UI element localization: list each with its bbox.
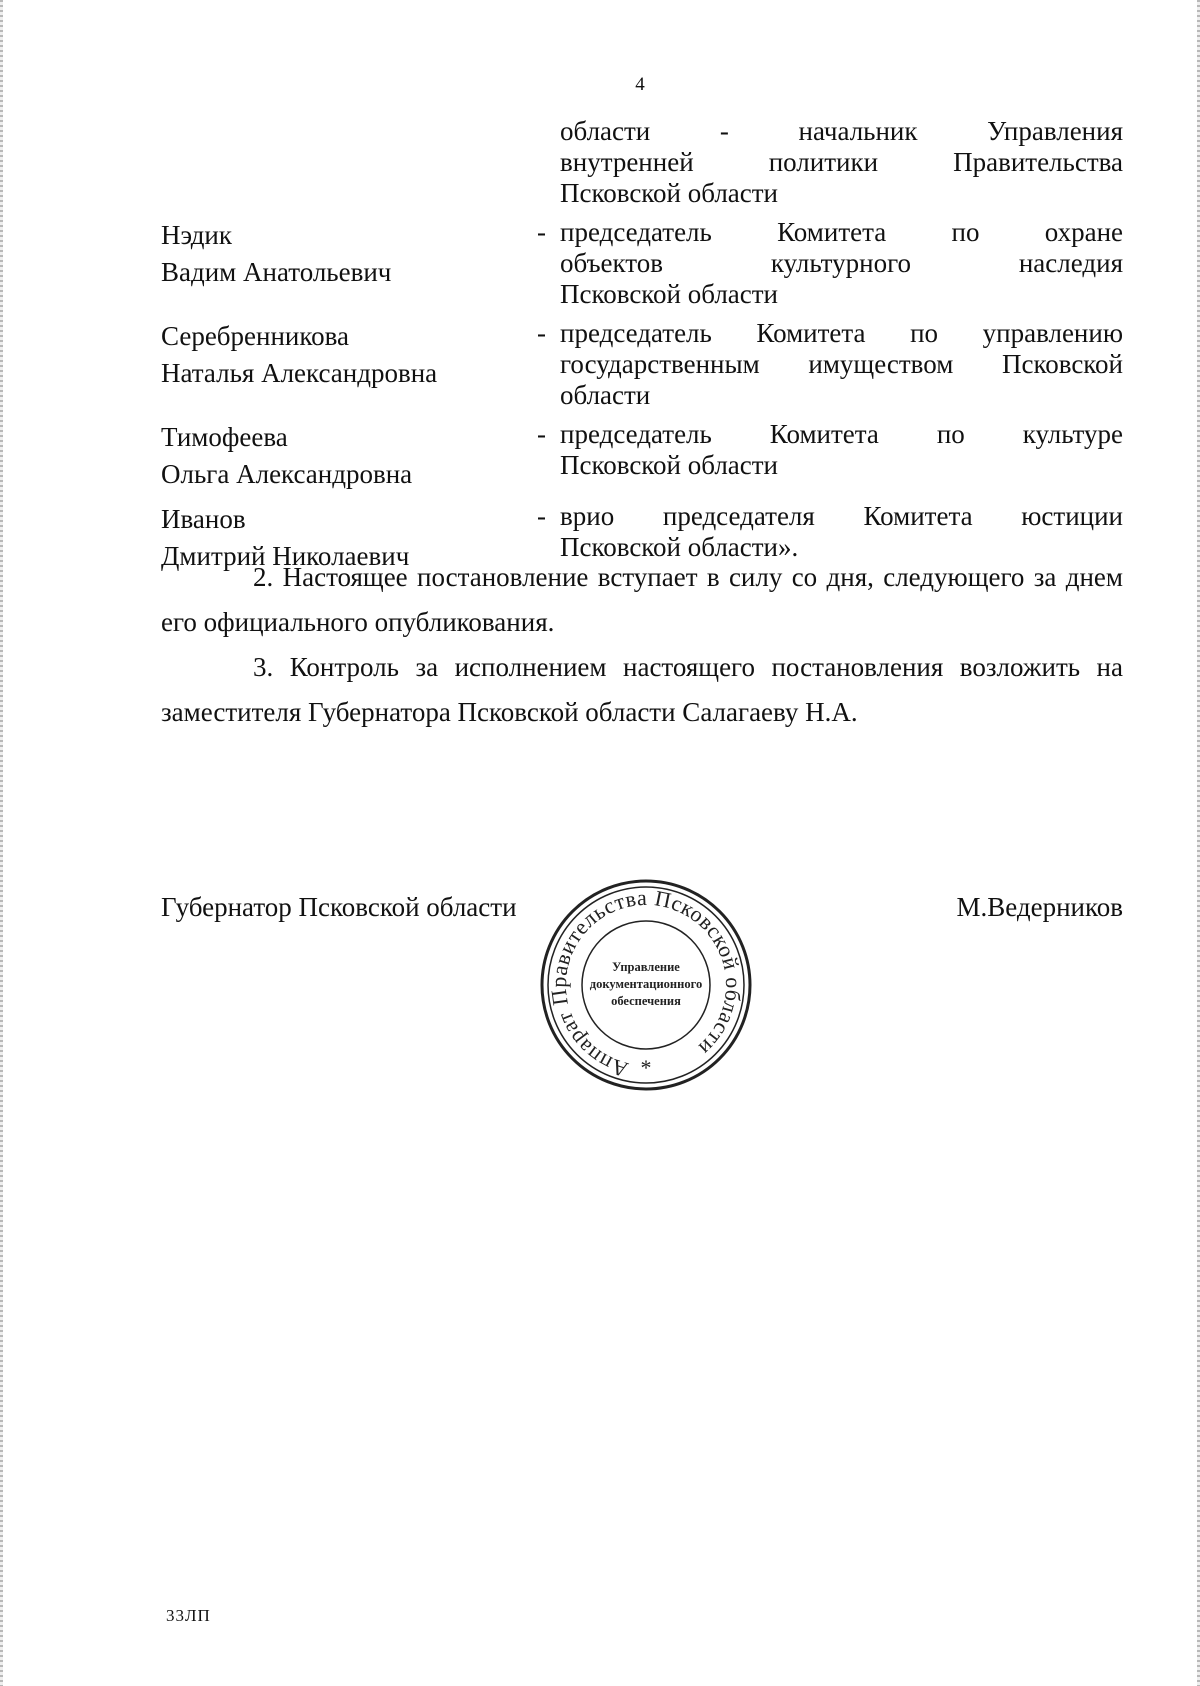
- member-surname: Серебренникова: [161, 321, 349, 351]
- stamp-star-icon: *: [640, 1055, 652, 1080]
- member-name: [161, 217, 523, 310]
- position-line: председатель Комитета по культуре: [560, 419, 1123, 449]
- stamp-center-line: обеспечения: [611, 994, 681, 1008]
- signatory-name: М.Ведерников: [956, 892, 1123, 922]
- member-dash: -: [537, 217, 546, 247]
- position-line: внутренней политики Правительства: [560, 147, 1123, 177]
- member-dash: -: [537, 419, 546, 449]
- member-position: [560, 217, 1123, 310]
- position-line: Псковской области: [560, 279, 779, 309]
- member-given-names: Вадим Анатольевич: [161, 257, 392, 287]
- member-given-names: Дмитрий Николаевич: [161, 541, 410, 571]
- position-line: Псковской области».: [560, 532, 799, 562]
- position-line: Псковской области: [560, 178, 779, 208]
- clause-effective-date: 2. Настоящее постановление вступает в силу со дня, следующего за днем его официального опубликования.: [161, 562, 1123, 637]
- member-position: [560, 116, 1123, 209]
- members-list: [161, 116, 1123, 575]
- member-surname: Иванов: [161, 504, 246, 534]
- document-code: 33ЛП: [166, 1606, 211, 1625]
- official-stamp: [536, 875, 756, 1095]
- stamp-center-line: документационного: [589, 977, 703, 991]
- position-line: Псковской области: [560, 450, 779, 480]
- member-dash: -: [537, 501, 546, 531]
- member-name: [161, 318, 523, 411]
- page-number: 4: [635, 74, 645, 95]
- member-surname: Нэдик: [161, 220, 232, 250]
- member-dash: [523, 116, 560, 209]
- position-line: государственным имуществом Псковской: [560, 349, 1123, 379]
- member-position: [560, 419, 1123, 493]
- member-given-names: Наталья Александровна: [161, 358, 438, 388]
- member-entry: [161, 217, 1123, 310]
- scan-edge-left: [0, 0, 3, 1686]
- member-name: [161, 419, 523, 493]
- clause-oversight: 3. Контроль за исполнением настоящего постановления возложить на заместителя Губернатора Псковской области Салагаеву Н.А.: [161, 652, 1123, 727]
- stamp-ring-text: Аппарат Правительства Псковской области: [545, 884, 747, 1083]
- clauses: [161, 555, 1123, 735]
- member-entry: [161, 419, 1123, 493]
- position-line: объектов культурного наследия: [560, 248, 1123, 278]
- position-line: области: [560, 380, 651, 410]
- member-surname: Тимофеева: [161, 422, 288, 452]
- member-dash: -: [537, 318, 546, 348]
- position-line: председатель Комитета по управлению: [560, 318, 1123, 348]
- member-name: [161, 116, 523, 209]
- member-position: [560, 318, 1123, 411]
- signatory-title: Губернатор Псковской области: [161, 892, 517, 922]
- position-line: области - начальник Управления: [560, 116, 1123, 146]
- member-entry: [161, 318, 1123, 411]
- member-given-names: Ольга Александровна: [161, 459, 413, 489]
- member-entry: [161, 116, 1123, 209]
- position-line: врио председателя Комитета юстиции: [560, 501, 1123, 531]
- stamp-center-line: Управление: [612, 960, 680, 974]
- position-line: председатель Комитета по охране: [560, 217, 1123, 247]
